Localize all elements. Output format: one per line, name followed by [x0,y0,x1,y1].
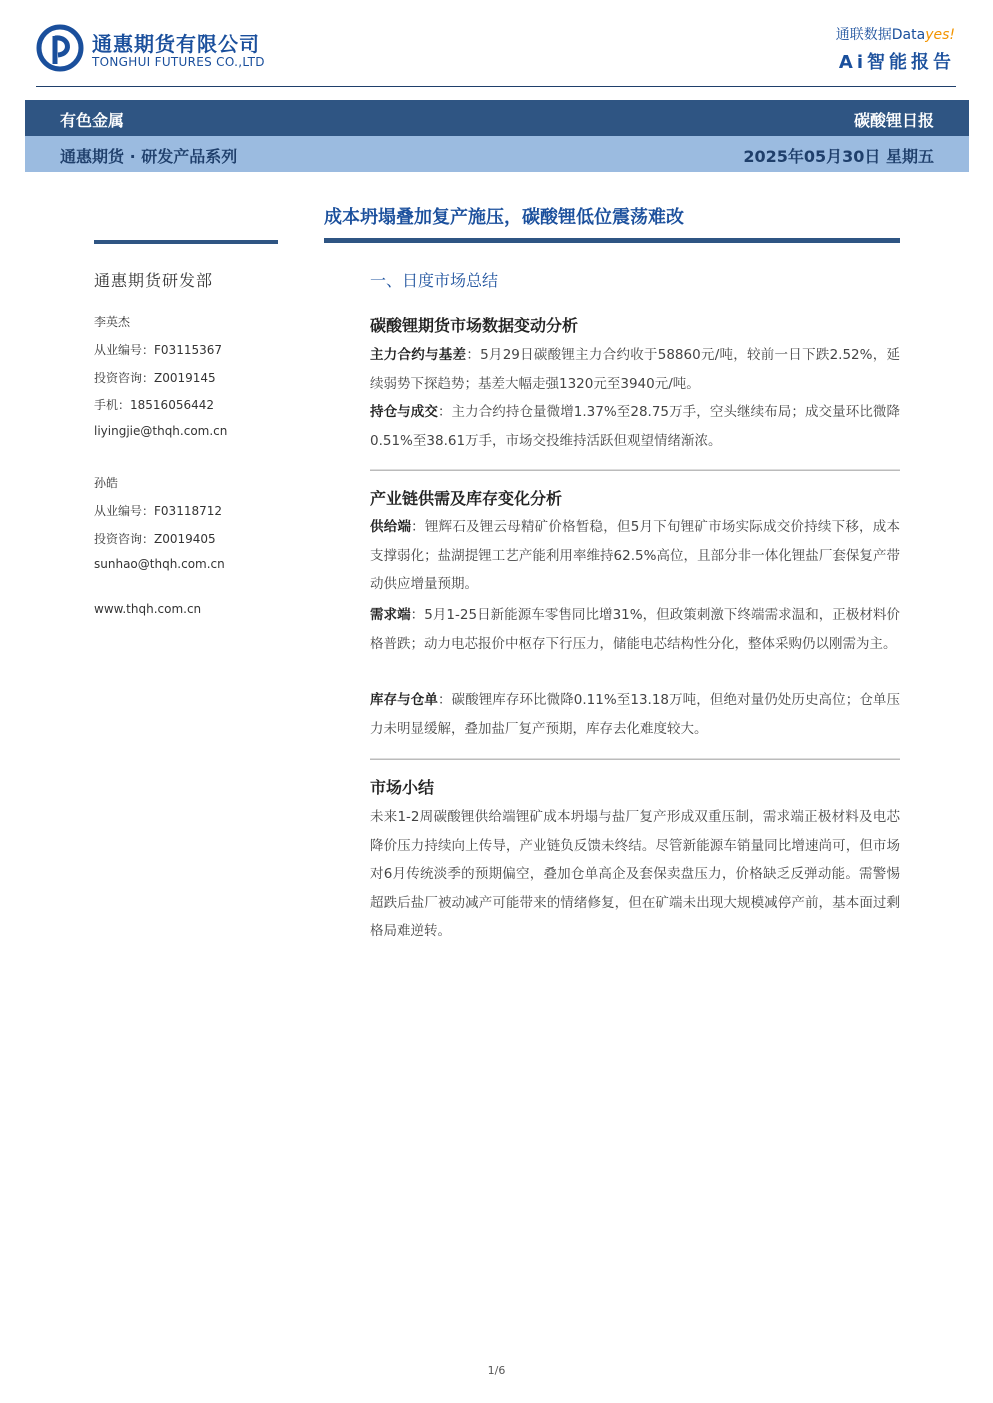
supply-demand-heading: 产业链供需及库存变化分析 [370,489,563,508]
contract-basis-paragraph: 主力合约与基差：5月29日碳酸锂主力合约收于58860元/吨，较前一日下跌2.52%，延续弱势下探趋势；基差大幅走强1320元至3940元/吨。 [370,347,900,392]
series-band [25,136,969,172]
datayes-suffix: yes! [925,27,955,43]
header-divider [36,86,956,87]
analyst2-email[interactable]: sunhao@thqh.com.cn [94,557,225,571]
category-band [25,100,969,136]
report-date: 2025年05月30日 星期五 [743,147,934,166]
supply-paragraph: 供给端：锂辉石及锂云母精矿价格暂稳，但5月下旬锂矿市场实际成交价持续下移，成本支撑弱化；盐湖提锂工艺产能利用率维持62.5%高位，且部分非一体化锂盐厂套保复产带动供应增量预期。 [370,519,901,592]
company-logo-icon [36,24,84,72]
section-heading: 一、日度市场总结 [370,271,499,290]
analyst1-phone: 手机：18516056442 [94,398,214,412]
series-label: 通惠期货 · 研发产品系列 [60,147,238,166]
sidebar-top-rule [94,240,278,244]
analyst2-license: 从业编号：F03118712 [94,504,222,518]
ai-report-label: Ai智能报告 [838,52,955,73]
datayes-brand: Data [891,27,926,43]
website-link[interactable]: www.thqh.com.cn [94,602,202,616]
demand-paragraph: 需求端：5月1-25日新能源车零售同比增31%，但政策刺激下终端需求温和，正极材料价格普跌；动力电芯报价中枢存下行压力，储能电芯结构性分化，整体采购仍以刚需为主。 [370,607,901,652]
market-summary-paragraph: 未来1-2周碳酸锂供给端锂矿成本坍塌与盐厂复产形成双重压制，需求端正极材料及电芯降价压力持续向上传导，产业链负反馈未终结。尽管新能源车销量同比增速尚可，但市场对6月传统淡季的预期偏空，叠加仓单高企及套保卖盘压力，价格缺乏反弹动能。需警惕超跌后盐厂被动减产可能带来的情绪修复，但在矿端未出现大规模减停产前，基本面过剩格局难逆转。 [370,809,900,939]
analyst1-email[interactable]: liyingjie@thqh.com.cn [94,424,228,438]
datayes-logo [836,24,955,44]
page-number: 1/6 [487,1364,506,1377]
report-title: 成本坍塌叠加复产施压，碳酸锂低位震荡难改 [324,207,684,228]
analyst1-consult: 投资咨询：Z0019145 [94,371,216,385]
section-divider [370,758,900,760]
futures-analysis-heading: 碳酸锂期货市场数据变动分析 [370,316,579,335]
analyst2-consult: 投资咨询：Z0019405 [94,532,216,546]
research-dept: 通惠期货研发部 [94,271,214,290]
market-summary-heading: 市场小结 [370,778,435,797]
company-name-en: TONGHUI FUTURES CO.,LTD [92,55,265,69]
category-label: 有色金属 [60,111,125,130]
inventory-paragraph: 库存与仓单：碳酸锂库存环比微降0.11%至13.18万吨，但绝对量仍处历史高位；仓单压力未明显缓解，叠加盐厂复产预期，库存去化难度较大。 [370,692,900,737]
company-name-cn: 通惠期货有限公司 [92,32,260,56]
position-volume-paragraph: 持仓与成交：主力合约持仓量微增1.37%至28.75万手，空头继续布局；成交量环比微降0.51%至38.61万手，市场交投维持活跃但观望情绪渐浓。 [370,404,900,449]
analyst1-license: 从业编号：F03115367 [94,343,222,357]
analyst2-name: 孙皓 [94,476,119,490]
datayes-prefix: 通联数据 [835,27,892,43]
analyst1-name: 李英杰 [94,315,131,329]
section-divider [370,469,900,471]
title-underline [324,238,900,243]
report-type-label: 碳酸锂日报 [853,111,934,130]
